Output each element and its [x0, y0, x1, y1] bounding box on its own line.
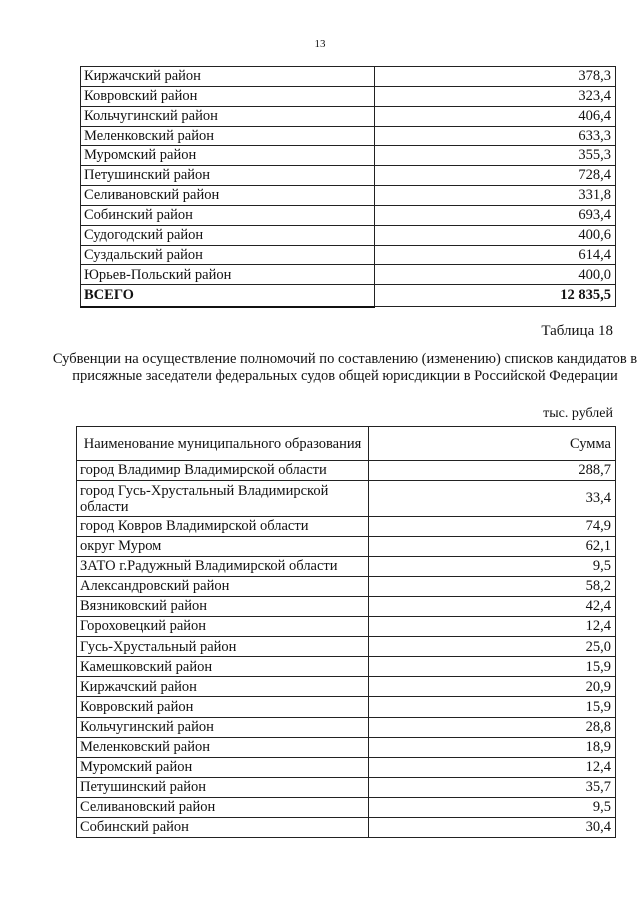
- row-value: 9,5: [369, 557, 616, 577]
- row-name: город Гусь-Хрустальный Владимирской области: [77, 481, 369, 517]
- table-row: [81, 86, 616, 106]
- table-row: [77, 737, 616, 757]
- row-value: 614,4: [375, 245, 616, 265]
- row-value: 20,9: [369, 677, 616, 697]
- row-name: Петушинский район: [81, 166, 375, 186]
- table-row: [77, 777, 616, 797]
- row-value: 693,4: [375, 205, 616, 225]
- row-name: Меленковский район: [77, 737, 369, 757]
- row-value: 288,7: [369, 461, 616, 481]
- row-name: Муромский район: [81, 146, 375, 166]
- table-row: [81, 126, 616, 146]
- table-row: [77, 797, 616, 817]
- table-row: [77, 461, 616, 481]
- total-value: 12 835,5: [375, 285, 616, 307]
- row-name: Киржачский район: [77, 677, 369, 697]
- table-row: [77, 597, 616, 617]
- table-row: [77, 677, 616, 697]
- row-value: 400,0: [375, 265, 616, 285]
- table-row: [81, 67, 616, 87]
- total-label: ВСЕГО: [81, 285, 375, 307]
- table-row: [77, 757, 616, 777]
- row-value: 378,3: [375, 67, 616, 87]
- row-value: 62,1: [369, 537, 616, 557]
- row-value: 30,4: [369, 817, 616, 837]
- row-name: Ковровский район: [81, 86, 375, 106]
- row-name: Петушинский район: [77, 777, 369, 797]
- row-value: 633,3: [375, 126, 616, 146]
- table-row: [77, 657, 616, 677]
- row-name: город Ковров Владимирской области: [77, 517, 369, 537]
- table-row: [77, 517, 616, 537]
- table-row: [81, 106, 616, 126]
- table-row: [77, 537, 616, 557]
- row-value: 42,4: [369, 597, 616, 617]
- table-row: [81, 225, 616, 245]
- row-name: Гусь-Хрустальный район: [77, 637, 369, 657]
- units-label: тыс. рублей: [543, 406, 613, 421]
- row-value: 35,7: [369, 777, 616, 797]
- row-name: Юрьев-Польский район: [81, 265, 375, 285]
- table-row: [77, 637, 616, 657]
- row-value: 74,9: [369, 517, 616, 537]
- table-label: Таблица 18: [541, 323, 613, 339]
- row-value: 15,9: [369, 657, 616, 677]
- page-number: 13: [314, 38, 326, 50]
- row-name: Камешковский район: [77, 657, 369, 677]
- row-name: Собинский район: [81, 205, 375, 225]
- row-value: 18,9: [369, 737, 616, 757]
- table-row: [81, 166, 616, 186]
- table-row: [77, 697, 616, 717]
- row-name: Селивановский район: [81, 186, 375, 206]
- row-name: город Владимир Владимирской области: [77, 461, 369, 481]
- row-name: Суздальский район: [81, 245, 375, 265]
- row-name: Гороховецкий район: [77, 617, 369, 637]
- table-row: [77, 817, 616, 837]
- table-row: [77, 481, 616, 517]
- total-row: [81, 285, 616, 307]
- row-value: 323,4: [375, 86, 616, 106]
- row-value: 12,4: [369, 757, 616, 777]
- row-name: Александровский район: [77, 577, 369, 597]
- row-name: Кольчугинский район: [77, 717, 369, 737]
- table-row: [81, 205, 616, 225]
- row-value: 9,5: [369, 797, 616, 817]
- row-value: 355,3: [375, 146, 616, 166]
- row-value: 406,4: [375, 106, 616, 126]
- row-name: Судогодский район: [81, 225, 375, 245]
- row-name: ЗАТО г.Радужный Владимирской области: [77, 557, 369, 577]
- table-row: [81, 265, 616, 285]
- row-value: 728,4: [375, 166, 616, 186]
- column-header-name: Наименование муниципального образования: [77, 427, 369, 461]
- row-name: Селивановский район: [77, 797, 369, 817]
- row-value: 28,8: [369, 717, 616, 737]
- row-value: 400,6: [375, 225, 616, 245]
- row-value: 58,2: [369, 577, 616, 597]
- table-row: [77, 617, 616, 637]
- row-value: 25,0: [369, 637, 616, 657]
- table-header-row: [77, 427, 616, 461]
- column-header-sum: Сумма: [369, 427, 616, 461]
- row-value: 331,8: [375, 186, 616, 206]
- table-row: [81, 186, 616, 206]
- jury-subsidy-body: [77, 461, 616, 838]
- table-row: [77, 557, 616, 577]
- row-value: 12,4: [369, 617, 616, 637]
- row-value: 15,9: [369, 697, 616, 717]
- table-row: [77, 577, 616, 597]
- table-caption: Субвенции на осуществление полномочий по составлению (изменению) списков кандидатов в присяжные заседатели федеральных судов общей юрисдикции в Российской Федерации: [52, 351, 638, 384]
- row-name: Вязниковский район: [77, 597, 369, 617]
- district-totals-table: [80, 66, 616, 308]
- row-name: Киржачский район: [81, 67, 375, 87]
- table-row: [77, 717, 616, 737]
- jury-subsidy-table: [76, 426, 616, 838]
- row-value: 33,4: [369, 481, 616, 517]
- table-row: [81, 245, 616, 265]
- district-totals-body: [81, 67, 616, 307]
- row-name: округ Муром: [77, 537, 369, 557]
- table-row: [81, 146, 616, 166]
- row-name: Кольчугинский район: [81, 106, 375, 126]
- row-name: Собинский район: [77, 817, 369, 837]
- row-name: Муромский район: [77, 757, 369, 777]
- row-name: Меленковский район: [81, 126, 375, 146]
- row-name: Ковровский район: [77, 697, 369, 717]
